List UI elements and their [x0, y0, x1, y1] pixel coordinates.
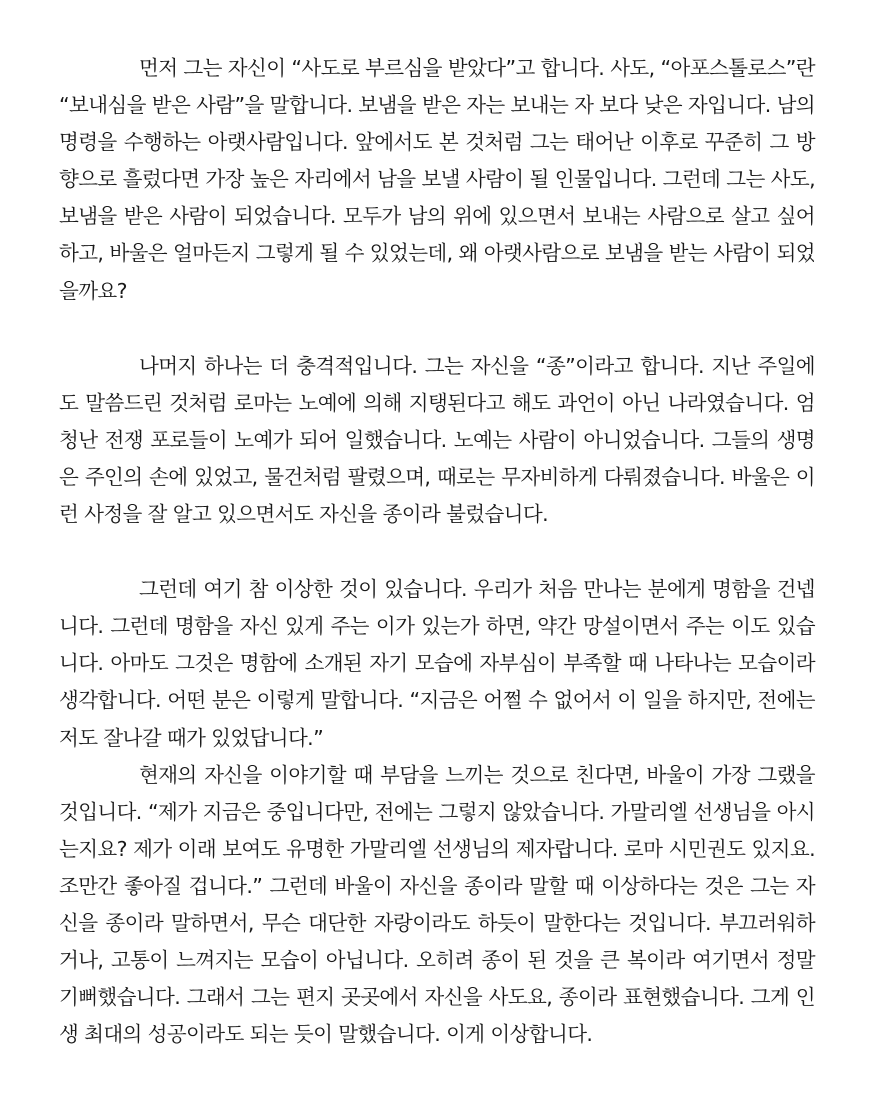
- paragraph-apostle: 먼저 그는 자신이 “사도로 부르심을 받았다”고 합니다. 사도, “아포스톨로스”란 “보내심을 받은 사람”을 말합니다. 보냄을 받은 자는 보내는 자 보다 낮은 자입니다. 남의 명령을 수행하는 아랫사람입니다. 앞에서도 본 것처럼 그는 태어난 이후로 꾸준히 그 방향으로 흘렀다면 가장 높은 자리에서 남을 보낼 사람이 될 인물입니다. 그런데 그는 사도, 보냄을 받은 사람이 되었습니다. 모두가 남의 위에 있으면서 보내는 사람으로 살고 싶어 하고, 바울은 얼마든지 그렇게 될 수 있었는데, 왜 아랫사람으로 보냄을 받는 사람이 되었을까요?: [59, 56, 815, 303]
- paragraph-business-card: 그런데 여기 참 이상한 것이 있습니다. 우리가 처음 만나는 분에게 명함을 건넵니다. 그런데 명함을 자신 있게 주는 이가 있는가 하면, 약간 망설이면서 주는 이도 있습니다. 아마도 그것은 명함에 소개된 자기 모습에 자부심이 부족할 때 나타나는 모습이라 생각합니다. 어떤 분은 이렇게 말합니다. “지금은 어쩔 수 없어서 이 일을 하지만, 전에는 저도 잘나갈 때가 있었답니다.”: [59, 577, 815, 750]
- paragraph-paul-pride: 현재의 자신을 이야기할 때 부담을 느끼는 것으로 친다면, 바울이 가장 그랬을 것입니다. “제가 지금은 중입니다만, 전에는 그렇지 않았습니다. 가말리엘 선생님을 아시는지요? 제가 이래 보여도 유명한 가말리엘 선생님의 제자랍니다. 로마 시민권도 있지요. 조만간 좋아질 겁니다.” 그런데 바울이 자신을 종이라 말할 때 이상하다는 것은 그는 자신을 종이라 말하면서, 무슨 대단한 자랑이라도 하듯이 말한다는 것입니다. 부끄러워하거나, 고통이 느껴지는 모습이 아닙니다. 오히려 종이 된 것을 큰 복이라 여기면서 정말 기뻐했습니다. 그래서 그는 편지 곳곳에서 자신을 사도요, 종이라 표현했습니다. 그게 인생 최대의 성공이라도 되는 듯이 말했습니다. 이게 이상합니다.: [59, 762, 815, 1047]
- paragraph-servant: 나머지 하나는 더 충격적입니다. 그는 자신을 “종”이라고 합니다. 지난 주일에도 말씀드린 것처럼 로마는 노예에 의해 지탱된다고 해도 과언이 아닌 나라였습니다. 엄청난 전쟁 포로들이 노예가 되어 일했습니다. 노예는 사람이 아니었습니다. 그들의 생명은 주인의 손에 있었고, 물건처럼 팔렸으며, 때로는 무자비하게 다뤄졌습니다. 바울은 이런 사정을 잘 알고 있으면서도 자신을 종이라 불렀습니다.: [59, 353, 815, 527]
